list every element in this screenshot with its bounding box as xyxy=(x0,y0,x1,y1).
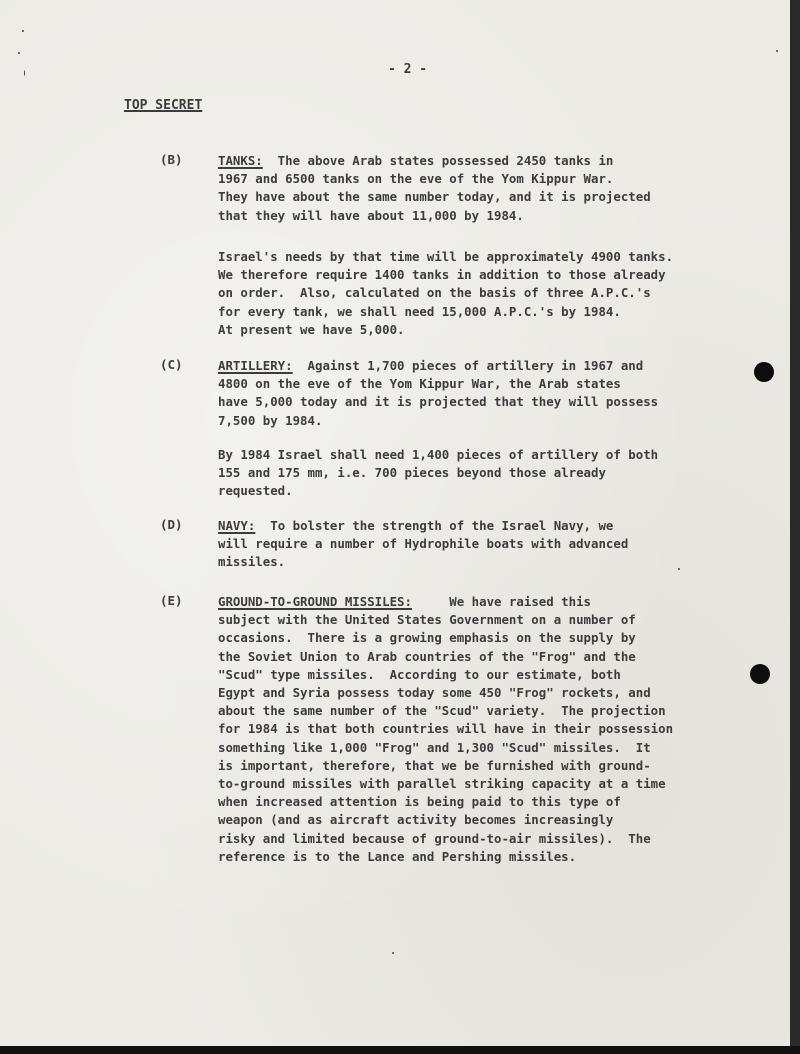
text-line: will require a number of Hydrophile boats with advanced xyxy=(218,536,629,552)
text-line: Against 1,700 pieces of artillery in 1967 and xyxy=(292,358,644,373)
section-b-paragraph-2 xyxy=(218,248,738,339)
section-letter-c: (C) xyxy=(160,357,183,372)
text-line: To bolster the strength of the Israel Navy, we xyxy=(255,518,614,533)
text-line: something like 1,000 "Frog" and 1,300 "Scud" missiles. It xyxy=(218,739,651,755)
text-line: We have raised this xyxy=(411,594,592,609)
section-d-heading: NAVY: xyxy=(218,518,256,533)
section-c-paragraph-1 xyxy=(218,357,738,430)
section-b-paragraph-1 xyxy=(218,152,738,225)
text-line: By 1984 Israel shall need 1,400 pieces of artillery of both xyxy=(218,447,659,462)
text-line: 4800 on the eve of the Yom Kippur War, the Arab states xyxy=(218,376,621,392)
scan-speck xyxy=(392,952,394,954)
text-line: to-ground missiles with parallel striking capacity at a time xyxy=(218,776,666,792)
scan-speck xyxy=(18,52,20,54)
page-number: - 2 - xyxy=(388,62,428,77)
section-e-heading: GROUND-TO-GROUND MISSILES: xyxy=(218,594,412,609)
text-line: They have about the same number today, and it is projected xyxy=(218,189,651,205)
scan-border-right xyxy=(790,0,800,1054)
section-b-heading: TANKS: xyxy=(218,153,263,168)
text-line: that they will have about 11,000 by 1984. xyxy=(218,207,524,223)
text-line: for every tank, we shall need 15,000 A.P.C.'s by 1984. xyxy=(218,303,621,319)
section-d-paragraph-1 xyxy=(218,517,738,572)
scan-speck xyxy=(22,30,24,32)
text-line: requested. xyxy=(218,483,293,499)
text-line: reference is to the Lance and Pershing missiles. xyxy=(218,848,577,864)
section-letter-e: (E) xyxy=(160,593,183,608)
scan-border-bottom xyxy=(0,1046,800,1054)
text-line: on order. Also, calculated on the basis of three A.P.C.'s xyxy=(218,285,651,301)
text-line: is important, therefore, that we be furnished with ground- xyxy=(218,757,651,773)
section-e-paragraph-1 xyxy=(218,593,738,866)
text-line: about the same number of the "Scud" variety. The projection xyxy=(218,703,666,719)
section-c-heading: ARTILLERY: xyxy=(218,358,293,373)
text-line: At present we have 5,000. xyxy=(218,321,405,337)
section-letter-b: (B) xyxy=(160,152,183,167)
text-line: missiles. xyxy=(218,554,286,570)
section-c-paragraph-2 xyxy=(218,446,738,501)
text-line: 155 and 175 mm, i.e. 700 pieces beyond those already xyxy=(218,465,606,481)
text-line: Egypt and Syria possess today some 450 "Frog" rockets, and xyxy=(218,685,651,701)
text-line: have 5,000 today and it is projected that they will possess xyxy=(218,394,659,410)
text-line: 7,500 by 1984. xyxy=(218,412,323,428)
text-line: for 1984 is that both countries will have in their possession xyxy=(218,721,674,737)
scan-speck xyxy=(776,50,778,52)
text-line: 1967 and 6500 tanks on the eve of the Yom Kippur War. xyxy=(218,171,614,187)
text-line: The above Arab states possessed 2450 tanks in xyxy=(262,153,614,168)
text-line: Israel's needs by that time will be approximately 4900 tanks. xyxy=(218,249,674,264)
text-line: subject with the United States Government on a number of xyxy=(218,612,636,628)
text-line: "Scud" type missiles. According to our estimate, both xyxy=(218,666,621,682)
text-line: when increased attention is being paid to this type of xyxy=(218,794,621,810)
punch-hole xyxy=(754,362,774,382)
text-line: risky and limited because of ground-to-air missiles). The xyxy=(218,830,651,846)
classification-marking: TOP SECRET xyxy=(124,98,203,113)
text-line: the Soviet Union to Arab countries of the "Frog" and the xyxy=(218,648,636,664)
punch-hole xyxy=(750,664,770,684)
text-line: weapon (and as aircraft activity becomes increasingly xyxy=(218,812,614,828)
scan-speck xyxy=(24,70,25,76)
text-line: occasions. There is a growing emphasis on the supply by xyxy=(218,630,636,646)
scan-speck xyxy=(678,568,680,570)
section-letter-d: (D) xyxy=(160,517,183,532)
text-line: We therefore require 1400 tanks in addition to those already xyxy=(218,267,666,283)
